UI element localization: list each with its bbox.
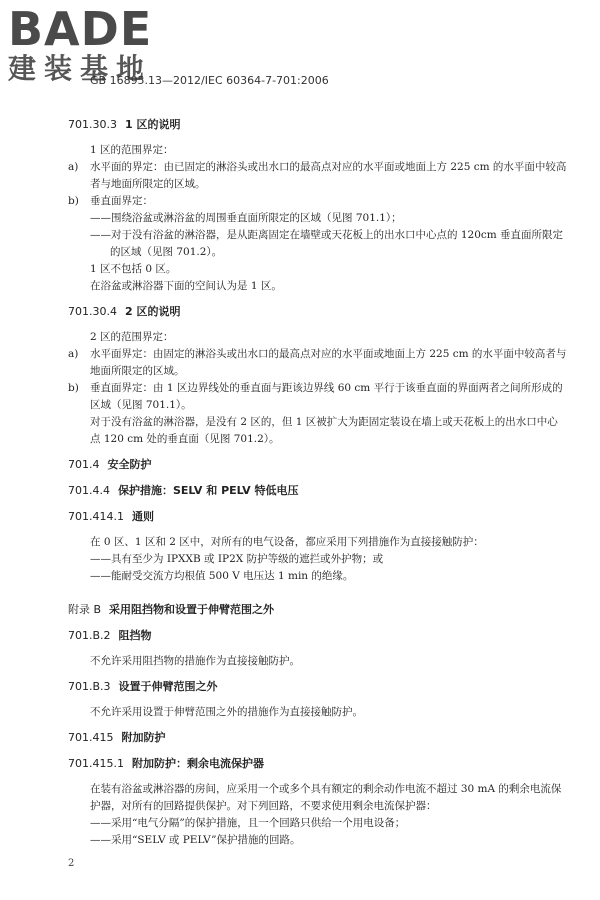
- section-heading: 701.415 附加防护: [68, 731, 166, 744]
- paragraph: 在浴盆或淋浴器下面的空间认为是 1 区。: [90, 280, 282, 292]
- page-number: 2: [68, 858, 75, 869]
- section-heading: 701.415.1 附加防护：剩余电流保护器: [68, 757, 264, 770]
- paragraph: 在 0 区、1 区和 2 区中，对所有的电气设备，都应采用下列措施作为直接接触防护：: [90, 536, 484, 548]
- section-heading: 701.414.1 通则: [68, 510, 154, 523]
- appendix-heading: 附录 B 采用阻挡物和设置于伸臂范围之外: [68, 603, 275, 616]
- section-heading: 701.4 安全防护: [68, 458, 152, 471]
- document-body: [68, 108, 568, 849]
- paragraph: 1 区不包括 0 区。: [90, 263, 177, 275]
- dash-item: ——采用“电气分隔”的保护措施，且一个回路只供给一个用电设备；: [90, 817, 406, 829]
- standard-header: GB 16895.13—2012/IEC 60364-7-701:2006: [90, 74, 329, 87]
- paragraph: 2 区的范围界定：: [90, 331, 174, 343]
- paragraph: 在装有浴盆或淋浴器的房间，应采用一个或多个具有额定的剩余动作电流不超过 30 mA 的剩余电流保护器，对所有的回路提供保护。对下列回路，不要求使用剩余电流保护器：: [90, 783, 562, 812]
- paragraph: 不允许采用设置于伸臂范围之外的措施作为直接接触防护。: [90, 706, 363, 718]
- logo-wordmark: BADE: [8, 2, 153, 56]
- paragraph: 1 区的范围界定：: [90, 144, 174, 156]
- dash-item: ——对于没有浴盆的淋浴器，是从距离固定在墙壁或天花板上的出水口中心点的 120cm 垂直面所限定的区域（见图 701.2）。: [90, 229, 564, 258]
- dash-item: ——采用“SELV 或 PELV”保护措施的回路。: [90, 834, 301, 846]
- section-heading: 701.B.3 设置于伸臂范围之外: [68, 680, 218, 693]
- dash-item: ——能耐受交流方均根值 500 V 电压达 1 min 的绝缘。: [90, 570, 354, 582]
- paragraph: 不允许采用阻挡物的措施作为直接接触防护。: [90, 655, 300, 667]
- list-item: a) 水平面界定：由固定的淋浴头或出水口的最高点对应的水平面或地面上方 225 cm 的水平面中较高者与地面所限定的区域。: [68, 348, 567, 377]
- section-heading: 701.30.3 1 区的说明: [68, 118, 181, 131]
- section-heading: 701.B.2 阻挡物: [68, 629, 152, 642]
- paragraph: 对于没有浴盆的淋浴器，是没有 2 区的，但 1 区被扩大为距固定装设在墙上或天花板上的出水口中心点 120 cm 处的垂直面（见图 701.2）。: [90, 416, 558, 445]
- logo-chinese-name: 建装基地: [8, 52, 153, 85]
- section-heading: 701.30.4 2 区的说明: [68, 305, 181, 318]
- list-item: a) 水平面的界定：由已固定的淋浴头或出水口的最高点对应的水平面或地面上方 225 cm 的水平面中较高者与地面所限定的区域。: [68, 161, 567, 190]
- logo: [8, 2, 188, 85]
- section-heading: 701.4.4 保护措施：SELV 和 PELV 特低电压: [68, 484, 299, 497]
- dash-item: ——具有至少为 IPXXB 或 IP2X 防护等级的遮拦或外护物；或: [90, 553, 384, 565]
- list-item: b) 垂直面界定：由 1 区边界线处的垂直面与距该边界线 60 cm 平行于该垂直面的界面两者之间所形成的区域（见图 701.1）。: [68, 382, 563, 411]
- dash-item: ——围绕浴盆或淋浴盆的周围垂直面所限定的区域（见图 701.1）；: [90, 212, 402, 224]
- list-item: b) 垂直面界定：: [68, 195, 153, 207]
